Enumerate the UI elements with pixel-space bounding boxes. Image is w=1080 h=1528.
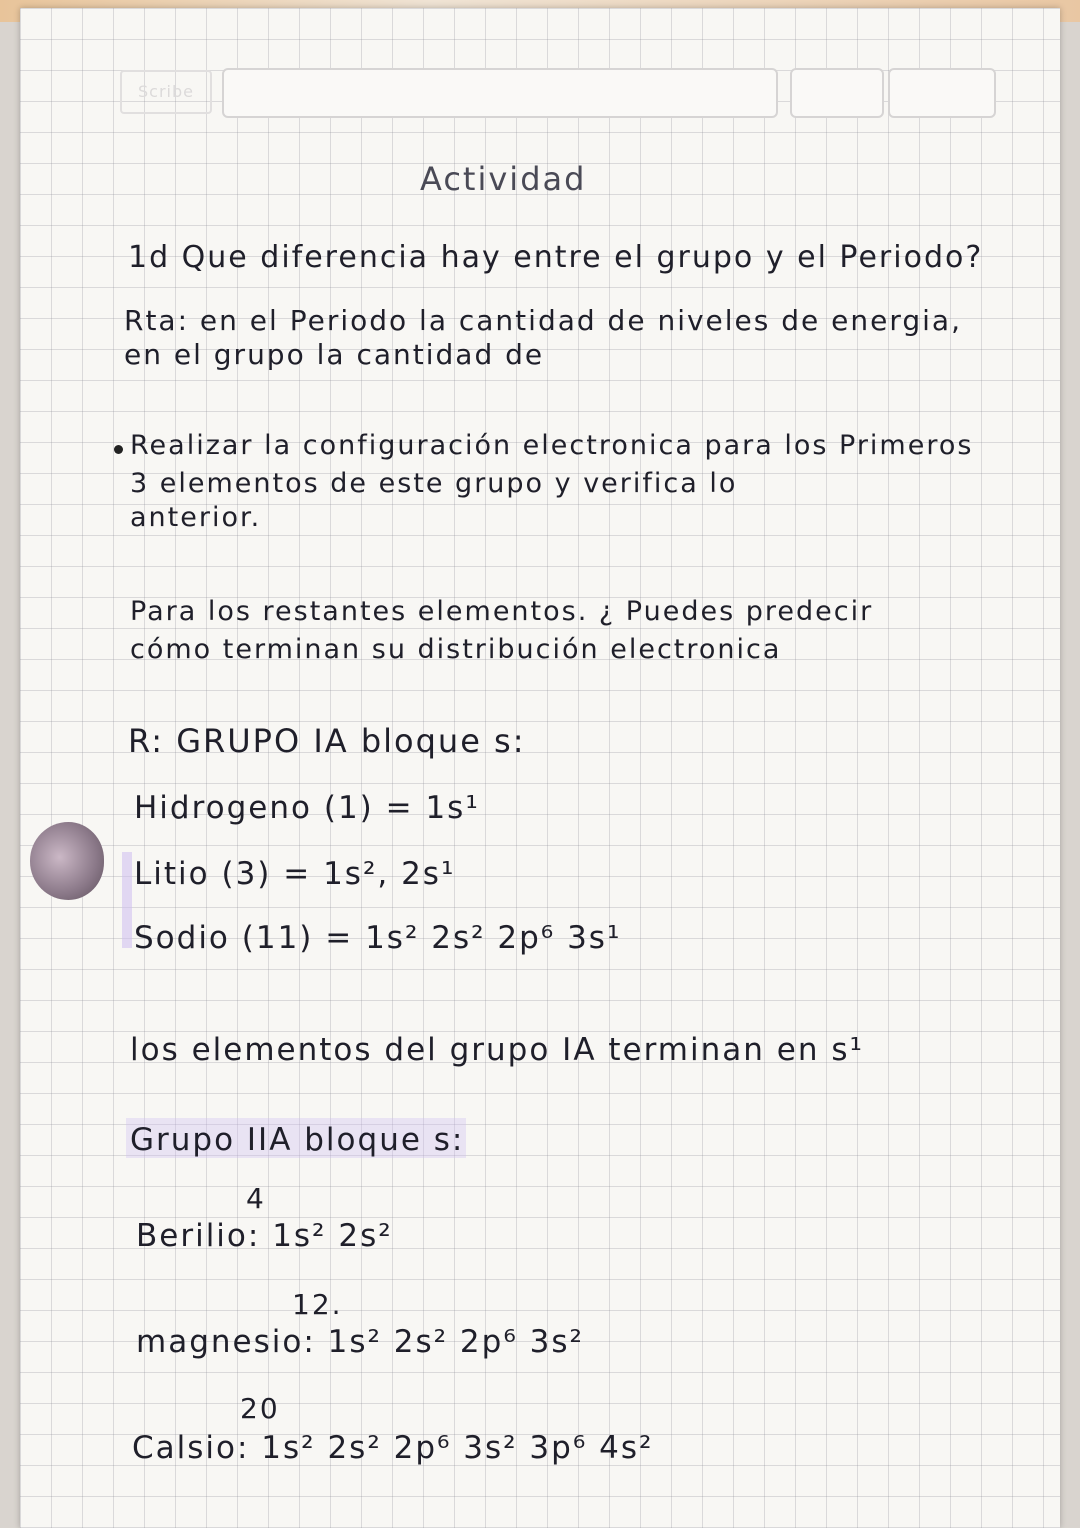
group-2-item: magnesio: 1s² 2s² 2p⁶ 3s² xyxy=(136,1324,584,1360)
group-1-item: Sodio (11) = 1s² 2s² 2p⁶ 3s¹ xyxy=(134,920,622,956)
group-1-conclusion: los elementos del grupo IA terminan en s¹ xyxy=(130,1032,864,1068)
answer-1-line-2: en el grupo la cantidad de xyxy=(124,338,545,371)
header-field-subject xyxy=(222,68,778,118)
element-number: 4 xyxy=(246,1182,266,1215)
task-line-3: anterior. xyxy=(130,502,262,533)
page-title: Actividad xyxy=(420,160,587,198)
element-number: 20 xyxy=(240,1392,280,1425)
group-2-item: Berilio: 1s² 2s² xyxy=(136,1218,393,1254)
group-2-item: Calsio: 1s² 2s² 2p⁶ 3s² 3p⁶ 4s² xyxy=(132,1430,654,1466)
group-1-item: Litio (3) = 1s², 2s¹ xyxy=(134,856,456,892)
predict-line-2: cómo terminan su distribución electronica xyxy=(130,634,782,665)
answer-1-line-1: Rta: en el Periodo la cantidad de niveles de energia, xyxy=(124,304,962,337)
element-number: 12. xyxy=(292,1288,343,1321)
bullet-point xyxy=(114,445,123,454)
notebook-page xyxy=(20,8,1060,1528)
task-line-1: Realizar la configuración electronica para los Primeros xyxy=(130,430,974,461)
highlighter-bar xyxy=(122,852,132,948)
group-1-item: Hidrogeno (1) = 1s¹ xyxy=(134,790,480,826)
notebook-brand-logo: Scribe xyxy=(120,70,212,114)
group-1-heading: R: GRUPO IA bloque s: xyxy=(128,722,526,760)
group-2-heading: Grupo IIA bloque s: xyxy=(130,1122,465,1158)
question-1: 1d Que diferencia hay entre el grupo y el Periodo? xyxy=(128,240,984,275)
finger-thumb xyxy=(30,822,104,900)
header-field-date-a xyxy=(790,68,884,118)
header-field-date-b xyxy=(888,68,996,118)
predict-line-1: Para los restantes elementos. ¿ Puedes predecir xyxy=(130,596,874,627)
task-line-2: 3 elementos de este grupo y verifica lo xyxy=(130,468,738,499)
